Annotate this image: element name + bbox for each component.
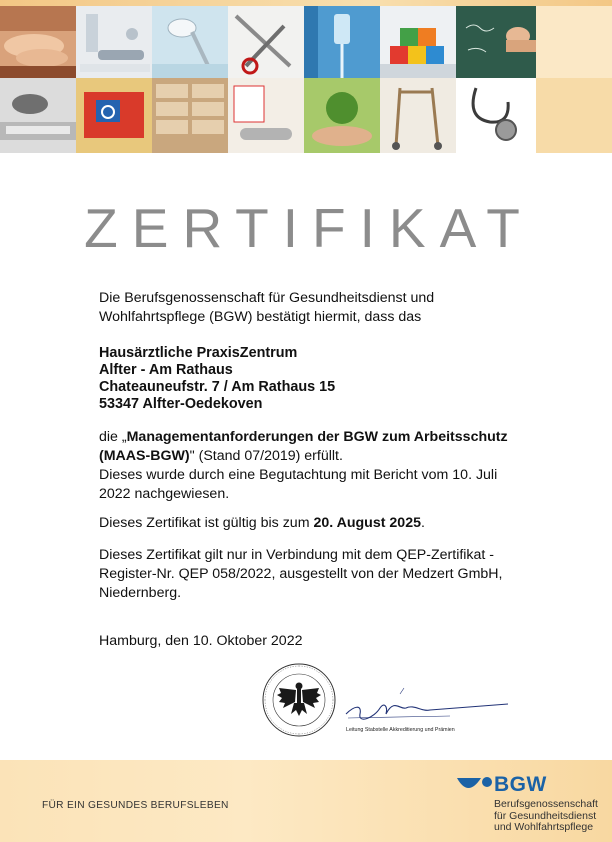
photo-blank-right-top bbox=[536, 6, 612, 78]
fulfilment-statement bbox=[99, 428, 519, 504]
photo-scissors bbox=[228, 6, 304, 78]
signature-caption: Leitung Stabstelle Akkreditierung und Prämien bbox=[346, 727, 455, 733]
photo-computer-mouse bbox=[0, 78, 76, 153]
photo-dental-chair bbox=[76, 6, 152, 78]
bgw-logo-name: BGW bbox=[494, 773, 547, 796]
footer-slogan: FÜR EIN GESUNDES BERUFSLEBEN bbox=[42, 800, 229, 811]
validity-statement bbox=[99, 514, 519, 533]
bgw-sub-line2: für Gesundheitsdienst bbox=[494, 809, 597, 822]
photo-walking-frame bbox=[380, 78, 456, 153]
place-and-date bbox=[99, 632, 519, 651]
photo-stethoscope bbox=[456, 78, 536, 153]
bgw-sub-line3: und Wohlfahrtspflege bbox=[494, 821, 594, 834]
footer-band bbox=[0, 760, 612, 842]
qep-paragraph: Dieses Zertifikat gilt nur in Verbindung mit dem QEP-Zertifikat - Register-Nr. QEP 058/2022, ausgestellt von der Medzert GmbH, Niedernberg. bbox=[99, 547, 503, 601]
photo-infusion bbox=[304, 6, 380, 78]
photo-hands-massage bbox=[0, 6, 76, 78]
bgw-logo-icon bbox=[456, 776, 496, 800]
validity-suffix: . bbox=[420, 515, 425, 531]
photo-chalkboard-hand bbox=[456, 6, 536, 78]
validity-date: 20. August 2025 bbox=[313, 515, 421, 531]
place-date-text: Hamburg, den 10. Oktober 2022 bbox=[99, 633, 303, 649]
photo-blank-right-bottom bbox=[536, 78, 612, 153]
intro-text bbox=[99, 289, 519, 327]
qep-statement bbox=[99, 546, 519, 603]
bgw-logo-subtitle bbox=[494, 799, 598, 834]
recipient-name: Hausärztliche PraxisZentrum bbox=[99, 345, 298, 361]
fulfilment-suffix: " (Stand 07/2019) erfüllt. bbox=[189, 448, 343, 464]
header-photo-collage bbox=[0, 0, 612, 153]
validity-prefix: Dieses Zertifikat ist gültig bis zum bbox=[99, 515, 314, 531]
photo-archive-drawers bbox=[152, 78, 228, 153]
bgw-sub-line1: Berufsgenossenschaft bbox=[494, 798, 598, 810]
photo-wheelchair-sign bbox=[76, 78, 152, 153]
recipient-address bbox=[99, 345, 519, 413]
photo-medicine-box bbox=[228, 78, 304, 153]
validity-paragraph bbox=[99, 514, 519, 533]
audit-paragraph: Dieses wurde durch eine Begutachtung mit Bericht vom 10. Juli 2022 nachgewiesen. bbox=[99, 467, 498, 502]
certificate-title: ZERTIFIKAT bbox=[84, 197, 534, 259]
fulfilment-paragraph bbox=[99, 428, 519, 466]
standard-name: Managementanforderungen der BGW zum Arbeitsschutz (MAAS-BGW) bbox=[99, 429, 508, 464]
photo-plant-hands bbox=[304, 78, 380, 153]
fulfilment-prefix: die „ bbox=[99, 429, 127, 445]
recipient-city: 53347 Alfter-Oedekoven bbox=[99, 396, 263, 412]
photo-medical-lamp bbox=[152, 6, 228, 78]
recipient-location: Alfter - Am Rathaus bbox=[99, 362, 233, 378]
signature-image bbox=[340, 684, 512, 724]
recipient-street: Chateauneufstr. 7 / Am Rathaus 15 bbox=[99, 379, 336, 395]
photo-toy-blocks bbox=[380, 6, 456, 78]
official-seal-icon bbox=[261, 662, 337, 738]
intro-paragraph: Die Berufsgenossenschaft für Gesundheitsdienst und Wohlfahrtspflege (BGW) bestätigt hiermit, dass das bbox=[99, 290, 435, 325]
